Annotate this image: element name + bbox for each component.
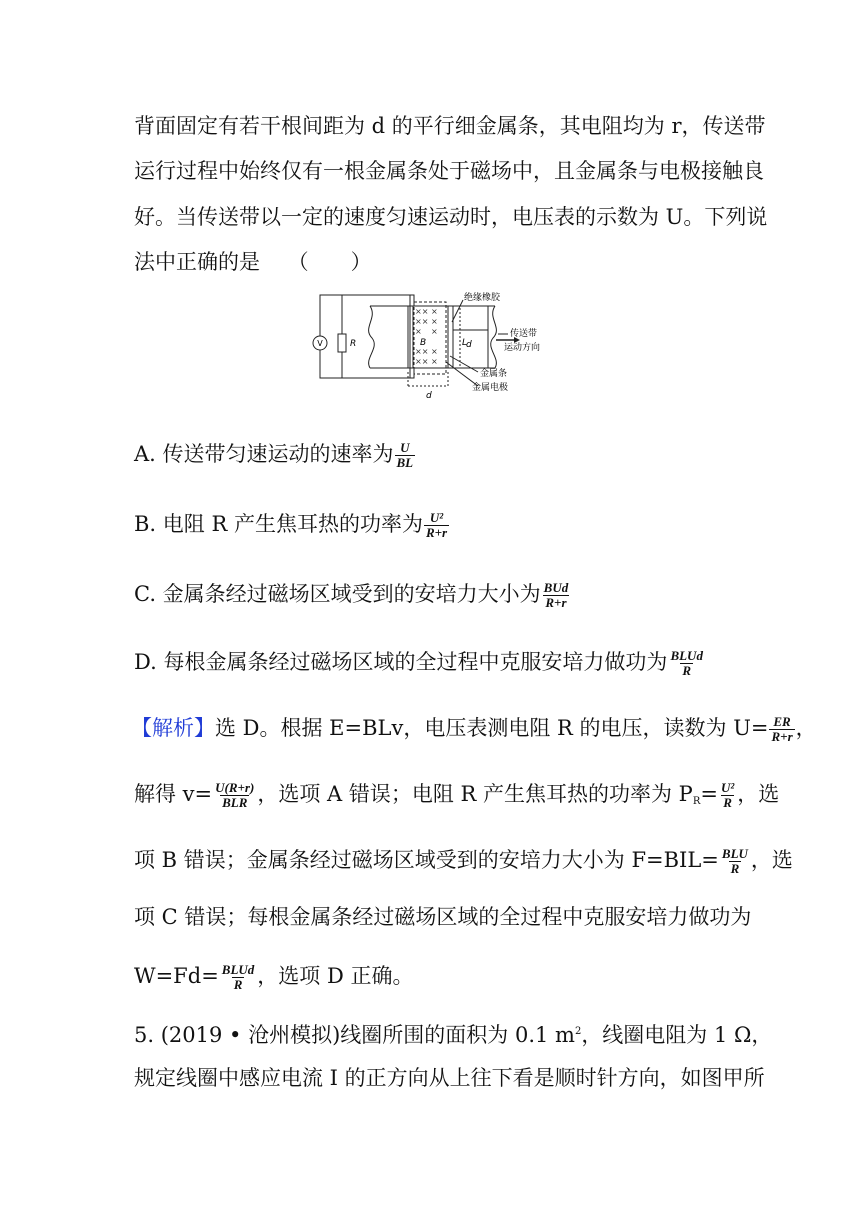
electrode-label: 金属电极 [472,383,509,393]
analysis-fraction-2: $\frac{U(R+r)}{\text{BLR}}$ [215,780,255,810]
belt-label-1: 传送带 [510,329,538,339]
belt-label-2: 运动方向 [504,343,541,353]
question-text-line-3: 好。当传送带以一定的速度匀速运动时，电压表的示数为 U。下列说 [134,205,768,229]
strip-label: 金属条 [480,369,508,379]
option-d-fraction: $\frac{\text{BLUd}}{R}$ [670,648,703,678]
resistor-label: R [350,339,357,349]
svg-text:×: × [431,317,438,326]
circuit-wire [320,295,410,378]
analysis-line-5: W=Fd= $\frac{\text{BLUd}}{R}$ ，选项 D 正确。 [134,962,414,992]
conveyor-belt-figure [300,288,570,404]
svg-text:××: ×× [415,317,429,326]
analysis-fraction-3: $\frac{\text{U²}}{R}$ [720,780,735,810]
option-b [134,510,450,540]
question5-line-2: 规定线圈中感应电流 I 的正方向从上往下看是顺时针方向，如图甲所 [134,1066,765,1090]
rubber-leader [452,300,463,322]
svg-text:××: ×× [415,347,429,356]
metal-electrode [410,368,414,378]
spacing-d-bottom-label: d [426,391,432,401]
question5-line-1: 5. (2019 • 沧州模拟)线圈所围的面积为 0.1 $m^2$，线圈电阻为 1 Ω， [134,1023,773,1047]
rubber-label: 绝缘橡胶 [464,293,501,303]
analysis-tag: 【解析】 [131,716,215,740]
metal-electrode [410,295,414,306]
svg-text:×: × [431,307,438,316]
option-d-text: D. 每根金属条经过磁场区域的全过程中克服安培力做功为 [134,650,668,674]
analysis-line-2: 解得 v= $\frac{U(R+r)}{\text{BLR}}$ ，选项 A 错误；电阻 R 产生焦耳热的功率为 $P_R=$ $\frac{\text{U²}}{R}$ ，选 [134,780,780,810]
question-text-line-1: 背面固定有若干根间距为 d 的平行细金属条，其电阻均为 r，传送带 [134,114,766,138]
length-label: L [462,338,468,348]
option-d [134,648,706,678]
question-text-line-2: 运行过程中始终仅有一根金属条处于磁场中，且金属条与电极接触良 [134,159,764,183]
magnetic-field-crosses [415,307,438,366]
option-a-text: A. 传送带匀速运动的速率为 [134,442,394,466]
strip-leader [450,356,478,372]
svg-text:×: × [431,347,438,356]
option-c-text: C. 金属条经过磁场区域受到的安培力大小为 [134,582,541,606]
option-b-fraction: $\frac{\text{U²}}{R+r}$ [425,510,448,540]
option-c [134,580,571,610]
option-c-fraction: $\frac{\text{BUd}}{R+r}$ [543,580,569,610]
option-b-text: B. 电阻 R 产生焦耳热的功率为 [134,512,423,536]
belt-right-break [491,306,497,368]
option-a [134,440,416,470]
analysis-line-1: 【解析】选 D。根据 E=BLv，电压表测电阻 R 的电压，读数为 U= $\frac{ER}{R+r}$ ， [131,714,817,744]
belt-left-break [369,306,375,368]
question-text-line-4: 法中正确的是 （ ） [134,250,372,274]
svg-text:×: × [431,357,438,366]
analysis-fraction-4: $\frac{\text{BLU}}{R}$ [721,846,748,876]
svg-text:×: × [415,327,422,336]
resistor-symbol [338,334,346,352]
svg-text:××: ×× [415,307,429,316]
voltmeter-label: V [317,339,323,348]
option-a-fraction: $\frac{U}{BL}$ [396,440,414,470]
svg-text:×: × [431,327,438,336]
analysis-line-3: 项 B 错误；金属条经过磁场区域受到的安培力大小为 F=BIL= $\frac{\text{BLU}}{R}$ ，选 [134,846,793,876]
analysis-fraction-5: $\frac{\text{BLUd}}{R}$ [221,962,255,992]
analysis-fraction-1: $\frac{ER}{R+r}$ [771,714,793,744]
analysis-line-4: 项 C 错误；每根金属条经过磁场区域的全过程中克服安培力做功为 [134,905,752,929]
svg-text:××: ×× [415,357,429,366]
field-label: B [420,338,427,348]
spacing-d-label: d [466,340,472,350]
